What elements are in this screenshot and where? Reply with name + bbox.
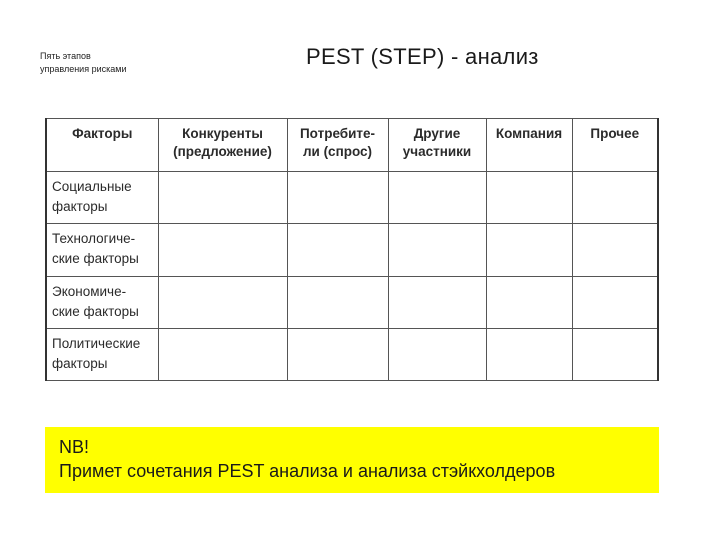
table-cell: [388, 172, 486, 224]
table-row: [46, 276, 658, 328]
nb-text: Примет сочетания PEST анализа и анализа стэйкхолдеров: [59, 461, 556, 481]
table-cell: [158, 328, 287, 380]
table-header-row: [46, 119, 658, 172]
table-cell: [572, 172, 658, 224]
row-label-technological: Технологиче- ские факторы: [46, 224, 158, 276]
header-company: Компания: [486, 119, 572, 172]
table-cell: [486, 328, 572, 380]
table-cell: [388, 276, 486, 328]
table-cell: [572, 276, 658, 328]
table-cell: [572, 328, 658, 380]
table-cell: [158, 224, 287, 276]
row-label-social: Социальные факторы: [46, 172, 158, 224]
table-cell: [287, 172, 388, 224]
table-cell: [388, 224, 486, 276]
corner-note: Пять этапов управления рисками: [40, 51, 127, 74]
slide-title: PEST (STEP) - анализ: [306, 44, 539, 69]
table-row: [46, 224, 658, 276]
nb-heading: NB!: [59, 437, 90, 457]
row-label-economic: Экономиче- ские факторы: [46, 276, 158, 328]
table-cell: [486, 172, 572, 224]
header-consumers: Потребите- ли (спрос): [287, 119, 388, 172]
table-row: [46, 328, 658, 380]
header-other-participants: Другие участники: [388, 119, 486, 172]
pest-table: [45, 118, 659, 381]
table-cell: [287, 328, 388, 380]
table-cell: [158, 276, 287, 328]
table-cell: [388, 328, 486, 380]
nb-note-box: [45, 427, 659, 493]
table-cell: [486, 224, 572, 276]
header-competitors: Конкуренты (предложение): [158, 119, 287, 172]
table-cell: [158, 172, 287, 224]
table-cell: [287, 276, 388, 328]
table-row: [46, 172, 658, 224]
table-cell: [572, 224, 658, 276]
table-cell: [486, 276, 572, 328]
table-cell: [287, 224, 388, 276]
header-other: Прочее: [572, 119, 658, 172]
row-label-political: Политические факторы: [46, 328, 158, 380]
header-factors: Факторы: [46, 119, 158, 172]
